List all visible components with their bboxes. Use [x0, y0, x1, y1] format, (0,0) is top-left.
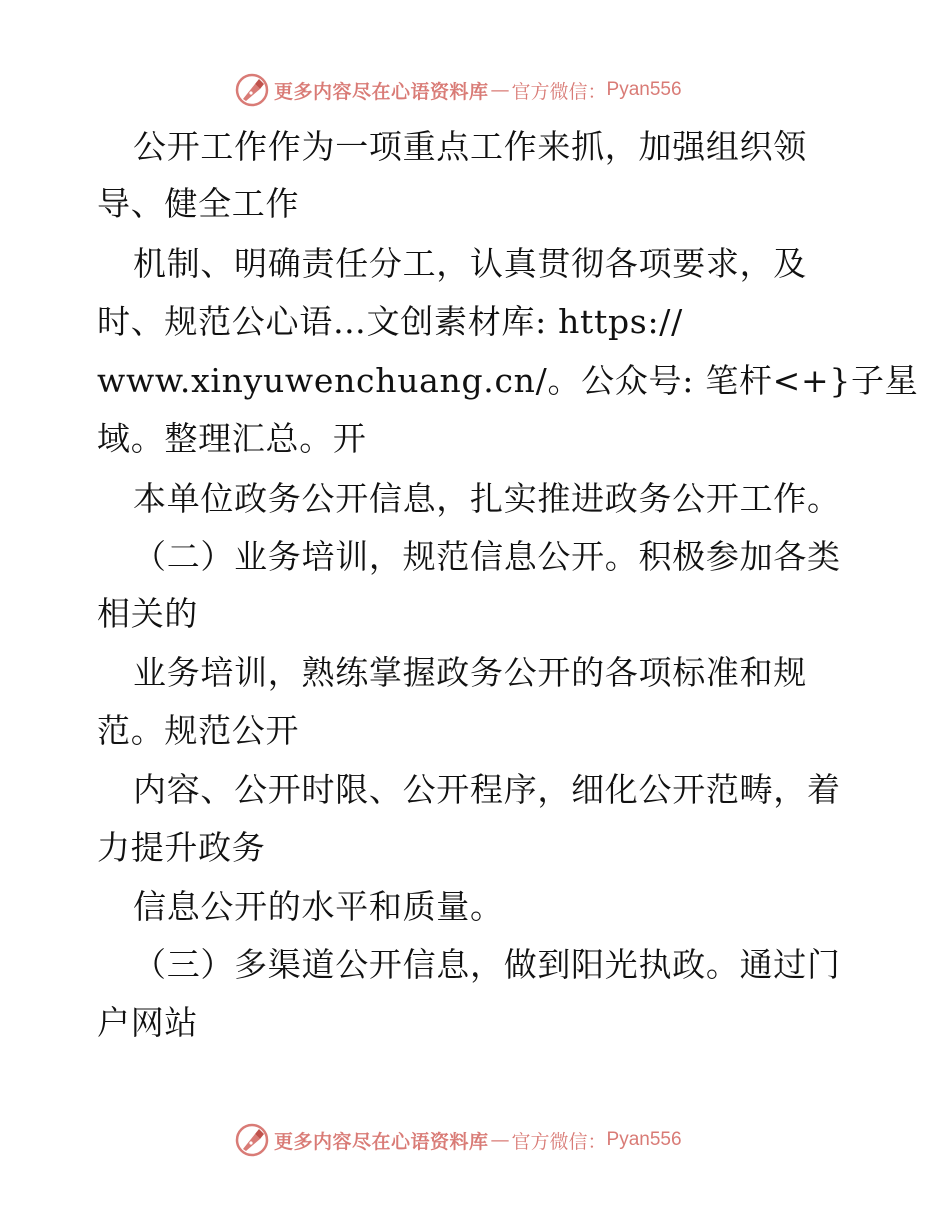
- footer-separator: —: [490, 1129, 510, 1151]
- body-line: 域。整理汇总。开: [97, 419, 367, 458]
- body-line: 时、规范公心语…文创素材库: https://: [97, 302, 683, 341]
- header-banner: [234, 72, 682, 108]
- body-line: 业务培训，熟练掌握政务公开的各项标准和规: [133, 653, 807, 692]
- body-line: 户网站: [97, 1003, 199, 1042]
- body-line: 导、健全工作: [97, 184, 300, 223]
- pen-nib-seal-logo-icon: [234, 1122, 270, 1158]
- body-line: www.xinyuwenchuang.cn/。公众号: 笔杆<+}子星: [97, 361, 919, 400]
- body-line: 范。规范公开: [97, 711, 300, 750]
- body-line: （二）业务培训，规范信息公开。积极参加各类: [133, 537, 841, 576]
- body-line: 力提升政务: [97, 828, 266, 867]
- header-wechat-id: Pyan556: [606, 79, 682, 100]
- body-line: 信息公开的水平和质量。: [133, 887, 504, 926]
- header-site-text: 更多内容尽在心语资料库: [274, 80, 489, 103]
- body-line: 本单位政务公开信息，扎实推进政务公开工作。: [133, 479, 841, 518]
- body-line: 相关的: [97, 594, 199, 633]
- footer-wechat-id: Pyan556: [606, 1129, 682, 1150]
- body-line: （三）多渠道公开信息，做到阳光执政。通过门: [133, 945, 841, 984]
- footer-banner: [234, 1122, 682, 1158]
- body-line: 内容、公开时限、公开程序，细化公开范畴，着: [133, 770, 841, 809]
- header-separator: —: [490, 79, 510, 101]
- footer-site-text: 更多内容尽在心语资料库: [274, 1130, 489, 1153]
- header-wechat-label: 官方微信：: [511, 80, 607, 103]
- pen-nib-seal-logo-icon: [234, 72, 270, 108]
- footer-wechat-label: 官方微信：: [511, 1130, 607, 1153]
- body-line: 公开工作作为一项重点工作来抓，加强组织领: [133, 127, 807, 166]
- body-line: 机制、明确责任分工，认真贯彻各项要求，及: [133, 244, 807, 283]
